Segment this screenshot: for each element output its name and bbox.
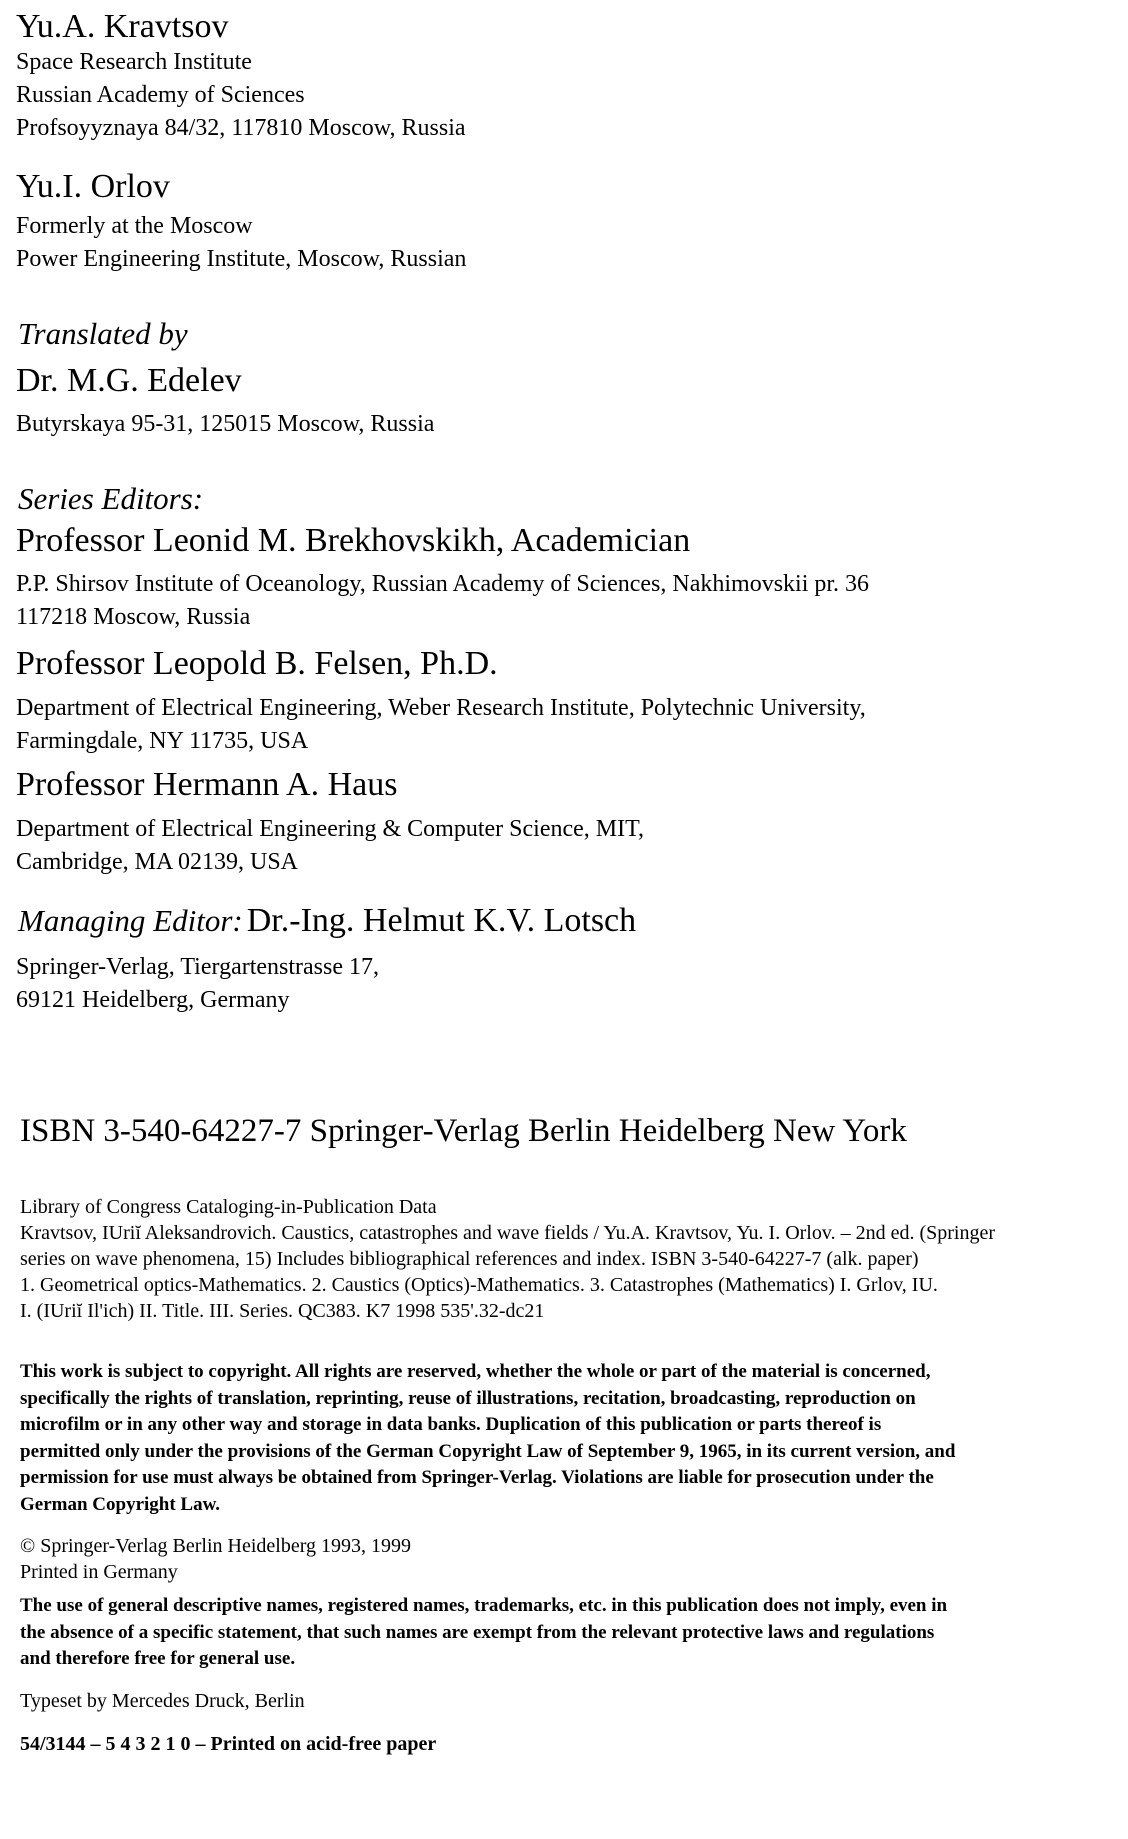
trademark-line: The use of general descriptive names, registered names, trademarks, etc. in this publication does not imply, even in	[20, 1595, 948, 1616]
cip-line: series on wave phenomena, 15) Includes bibliographical references and index. ISBN 3-540-64227-7 (alk. paper)	[20, 1248, 919, 1270]
copyright-line: German Copyright Law.	[20, 1493, 221, 1515]
address-line: Cambridge, MA 02139, USA	[16, 849, 298, 875]
copyright-line: microfilm or in any other way and storage in data banks. Duplication of this publication or parts thereof is	[20, 1414, 882, 1435]
series-editor-name: Professor Leonid M. Brekhovskikh, Academician	[16, 522, 691, 559]
trademark-line: the absence of a specific statement, that such names are exempt from the relevant protective laws and regulations	[20, 1621, 935, 1643]
isbn-line: ISBN 3-540-64227-7 Springer-Verlag Berlin Heidelberg New York	[20, 1113, 907, 1149]
translator-heading: Translated by	[18, 316, 188, 351]
cip-line: Library of Congress Cataloging-in-Publication Data	[20, 1196, 437, 1218]
managing-editor	[18, 902, 636, 940]
author-affiliation-line: Space Research Institute	[16, 49, 252, 75]
trademark-paragraph	[20, 1593, 1110, 1673]
author-name-2: Yu.I. Orlov	[16, 168, 170, 205]
managing-editor-address	[16, 951, 379, 1017]
copyright-paragraph	[20, 1359, 1110, 1518]
address-line: Department of Electrical Engineering & Computer Science, MIT,	[16, 816, 644, 842]
author-affiliation-line: Profsoyyznaya 84/32, 117810 Moscow, Russia	[16, 115, 466, 141]
copyright-line: permitted only under the provisions of the German Copyright Law of September 9, 1965, in its current version, and	[20, 1440, 956, 1462]
copyright-line: This work is subject to copyright. All rights are reserved, whether the whole or part of the material is concerned,	[20, 1361, 931, 1382]
series-editor-address	[16, 568, 869, 634]
author-name-1: Yu.A. Kravtsov	[16, 8, 229, 45]
author-affiliation-2	[16, 210, 466, 276]
series-editor-address	[16, 692, 866, 758]
cip-line: 1. Geometrical optics-Mathematics. 2. Caustics (Optics)-Mathematics. 3. Catastrophes (Mathematics) I. Grlov, IU.	[20, 1274, 938, 1296]
cip-line: I. (IUriĭ Il'ich) II. Title. III. Series. QC383. K7 1998 535'.32-dc21	[20, 1300, 545, 1322]
copyright-line: permission for use must always be obtained from Springer-Verlag. Violations are liable for prosecution under the	[20, 1467, 934, 1488]
address-line: Springer-Verlag, Tiergartenstrasse 17,	[16, 954, 380, 980]
series-editor-name: Professor Hermann A. Haus	[16, 766, 398, 803]
copyright-line: specifically the rights of translation, reprinting, reuse of illustrations, recitation, broadcasting, reproduction on	[20, 1387, 916, 1409]
cip-data	[20, 1194, 1110, 1324]
address-line: Farmingdale, NY 11735, USA	[16, 728, 309, 754]
author-affiliation-1	[16, 46, 466, 145]
address-line: P.P. Shirsov Institute of Oceanology, Russian Academy of Sciences, Nakhimovskii pr. 36	[16, 571, 870, 597]
address-line: Department of Electrical Engineering, Weber Research Institute, Polytechnic University,	[16, 695, 866, 721]
address-line: 117218 Moscow, Russia	[16, 604, 251, 630]
series-editors-heading: Series Editors:	[18, 481, 204, 516]
author-affiliation-line: Formerly at the Moscow	[16, 213, 253, 239]
translator-address: Butyrskaya 95-31, 125015 Moscow, Russia	[16, 411, 435, 437]
author-affiliation-line: Russian Academy of Sciences	[16, 82, 305, 108]
address-line: 69121 Heidelberg, Germany	[16, 987, 290, 1013]
translator-name: Dr. M.G. Edelev	[16, 362, 242, 399]
typeset-line: Typeset by Mercedes Druck, Berlin	[20, 1690, 305, 1712]
copyright-notice	[20, 1533, 1110, 1585]
managing-editor-heading: Managing Editor:	[18, 903, 243, 938]
print-code: 54/3144 – 5 4 3 2 1 0 – Printed on acid-free paper	[20, 1733, 437, 1755]
author-affiliation-line: Power Engineering Institute, Moscow, Russian	[16, 246, 467, 272]
cip-line: Kravtsov, IUriĭ Aleksandrovich. Caustics, catastrophes and wave fields / Yu.A. Kravtsov, Yu. I. Orlov. – 2nd ed. (Springer	[20, 1222, 995, 1244]
copyright-notice-line: Printed in Germany	[20, 1561, 178, 1583]
trademark-line: and therefore free for general use.	[20, 1648, 296, 1669]
managing-editor-name: Dr.-Ing. Helmut K.V. Lotsch	[246, 902, 637, 939]
series-editor-name: Professor Leopold B. Felsen, Ph.D.	[16, 645, 498, 682]
series-editor-address	[16, 813, 644, 879]
copyright-notice-line: © Springer-Verlag Berlin Heidelberg 1993, 1999	[20, 1535, 412, 1557]
